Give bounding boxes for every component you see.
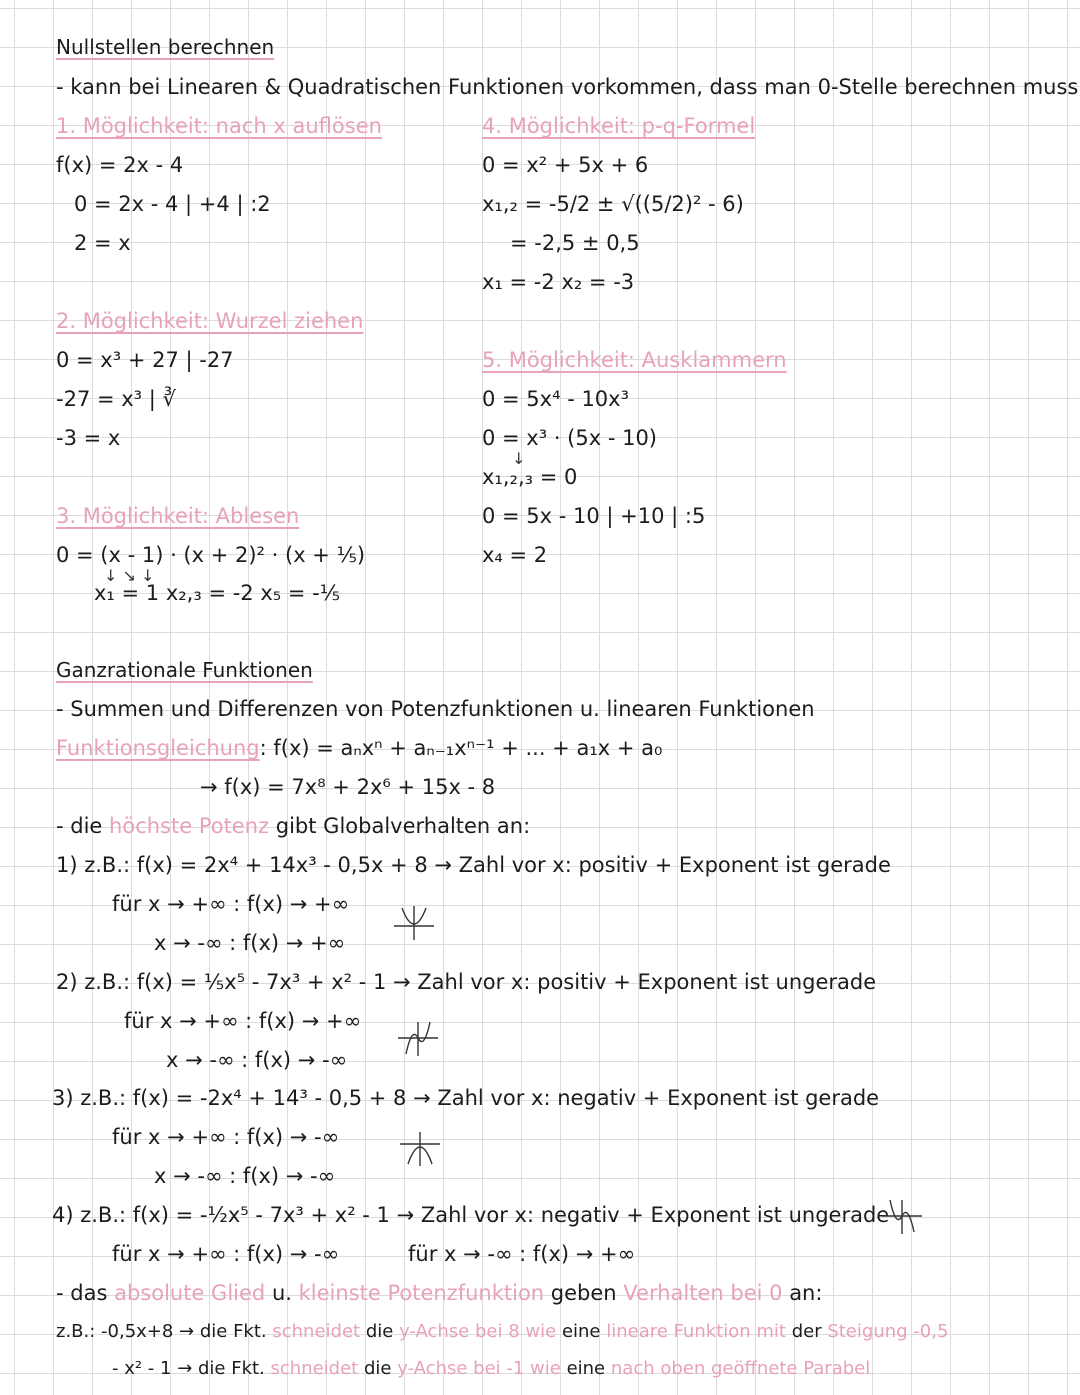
graph-sketch-icon: [398, 1128, 442, 1168]
method-4-line-2: x₁,₂ = -5/2 ± √((5/2)² - 6): [482, 192, 744, 216]
example-2-plus-inf: für x → +∞ : f(x) → +∞: [124, 1009, 362, 1033]
method-2-line-2: -27 = x³ | ∛: [56, 387, 176, 411]
method-4-line-4: x₁ = -2 x₂ = -3: [482, 270, 635, 294]
highlight-highest-power: höchste Potenz: [109, 814, 270, 838]
method-5-line-2: 0 = x³ · (5x - 10): [482, 426, 658, 450]
method-5-line-6: x₄ = 2: [482, 543, 548, 567]
method-4-title: 4. Möglichkeit: p-q-Formel: [482, 114, 756, 138]
example-3-line: 3) z.B.: f(x) = -2x⁴ + 14³ - 0,5 + 8 → Zahl vor x: negativ + Exponent ist gerade: [52, 1086, 880, 1110]
example-2-line: 2) z.B.: f(x) = ⅕x⁵ - 7x³ + x² - 1 → Zahl vor x: positiv + Exponent ist ungerade: [56, 970, 877, 994]
method-2-line-1: 0 = x³ + 27 | -27: [56, 348, 234, 372]
function-equation-label: Funktionsgleichung: [56, 736, 260, 760]
method-1-line-3: 2 = x: [74, 231, 131, 255]
method-2-line-3: -3 = x: [56, 426, 121, 450]
method-4-line-3: = -2,5 ± 0,5: [510, 231, 640, 255]
example-1-line: 1) z.B.: f(x) = 2x⁴ + 14x³ - 0,5x + 8 → Zahl vor x: positiv + Exponent ist gerade: [56, 853, 891, 877]
graph-sketch-icon: [880, 1196, 924, 1236]
absolute-term-rule: - das absolute Glied u. kleinste Potenzfunktion geben Verhalten bei 0 an:: [56, 1281, 823, 1305]
global-behaviour-rule: - die höchste Potenz gibt Globalverhalten an:: [56, 814, 531, 838]
example-4-line: 4) z.B.: f(x) = -½x⁵ - 7x³ + x² - 1 → Zahl vor x: negativ + Exponent ist ungerade: [52, 1203, 890, 1227]
example-3-plus-inf: für x → +∞ : f(x) → -∞: [112, 1125, 340, 1149]
method-4-line-1: 0 = x² + 5x + 6: [482, 153, 649, 177]
method-5-line-1: 0 = 5x⁴ - 10x³: [482, 387, 630, 411]
example-3-minus-inf: x → -∞ : f(x) → -∞: [154, 1164, 336, 1188]
function-equation: [56, 735, 662, 761]
method-3-line-1: 0 = (x - 1) · (x + 2)² · (x + ⅕): [56, 543, 366, 567]
section-intro-nullstellen: - kann bei Linearen & Quadratischen Funktionen vorkommen, dass man 0-Stelle berechnen muss: [56, 75, 1079, 99]
absolute-term-example-1: z.B.: -0,5x+8 → die Fkt. schneidet die y-Achse bei 8 wie eine lineare Funktion mit der Steigung -0,5: [56, 1321, 949, 1342]
method-1-line-2: 0 = 2x - 4 | +4 | :2: [74, 192, 271, 216]
method-5-title: 5. Möglichkeit: Ausklammern: [482, 348, 787, 372]
example-4-plus-inf: für x → +∞ : f(x) → -∞: [112, 1242, 340, 1266]
graph-sketch-icon: [392, 902, 436, 942]
method-5-line-4: x₁,₂,₃ = 0: [482, 465, 578, 489]
section-title-nullstellen: Nullstellen berechnen: [56, 35, 275, 59]
method-5-line-5: 0 = 5x - 10 | +10 | :5: [482, 504, 706, 528]
method-1-line-1: f(x) = 2x - 4: [56, 153, 184, 177]
function-example: → f(x) = 7x⁸ + 2x⁶ + 15x - 8: [200, 775, 496, 799]
example-1-minus-inf: x → -∞ : f(x) → +∞: [154, 931, 346, 955]
example-2-minus-inf: x → -∞ : f(x) → -∞: [166, 1048, 348, 1072]
method-5-arrow: ↓: [512, 449, 526, 468]
section-intro-ganzrational: - Summen und Differenzen von Potenzfunktionen u. linearen Funktionen: [56, 697, 815, 721]
function-equation-formula: : f(x) = aₙxⁿ + aₙ₋₁xⁿ⁻¹ + ... + a₁x + a₀: [259, 736, 663, 760]
graph-sketch-icon: [396, 1018, 440, 1058]
section-title-ganzrational: Ganzrationale Funktionen: [56, 658, 313, 682]
method-2-title: 2. Möglichkeit: Wurzel ziehen: [56, 309, 364, 333]
method-3-line-3: x₁ = 1 x₂,₃ = -2 x₅ = -⅕: [94, 581, 341, 605]
method-3-title: 3. Möglichkeit: Ablesen: [56, 504, 300, 528]
method-3-arrows: ↓ ↘ ↓: [104, 566, 155, 585]
method-1-title: 1. Möglichkeit: nach x auflösen: [56, 114, 382, 138]
absolute-term-example-2: - x² - 1 → die Fkt. schneidet die y-Achse bei -1 wie eine nach oben geöffnete Parabel: [112, 1358, 871, 1379]
example-1-plus-inf: für x → +∞ : f(x) → +∞: [112, 892, 350, 916]
example-4-minus-inf: für x → -∞ : f(x) → +∞: [408, 1242, 636, 1266]
